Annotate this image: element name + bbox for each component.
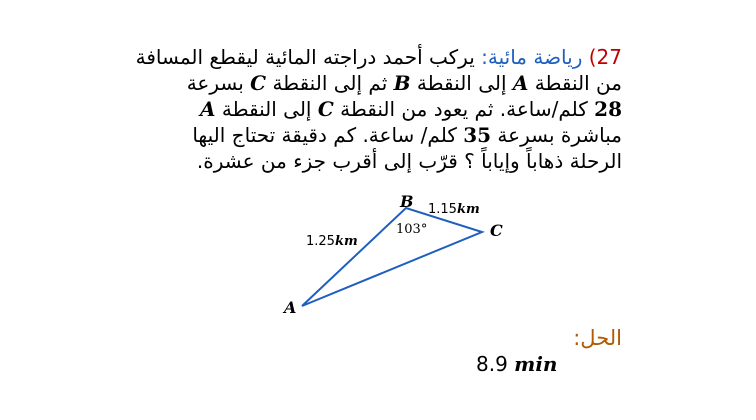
point-b-ref: B <box>393 71 411 95</box>
answer-value: 8.9 <box>476 352 508 376</box>
line2-part-d: بسرعة <box>186 71 244 95</box>
problem-line-1-text: يركب أحمد دراجته المائية ليقطع المسافة <box>135 45 475 69</box>
side-bc-label: 1.15km <box>428 202 480 217</box>
vertex-b-label: B <box>400 192 414 211</box>
answer-unit: min <box>514 352 558 376</box>
line2-part-c: ثم إلى النقطة <box>272 71 388 95</box>
problem-text <box>135 44 622 174</box>
problem-number: 27) <box>588 45 622 69</box>
angle-b-label: 103° <box>396 222 428 237</box>
line3-part-a: كلم/ساعة. ثم يعود من النقطة <box>340 97 588 121</box>
problem-line-3 <box>152 96 622 122</box>
point-a-ref-2: A <box>199 97 216 121</box>
triangle-diagram <box>270 190 510 320</box>
speed-1: 28 <box>594 97 622 121</box>
problem-line-1 <box>135 44 622 70</box>
point-a-ref: A <box>512 71 529 95</box>
line4-part-a: مباشرة بسرعة <box>497 123 622 147</box>
problem-line-5: الرحلة ذهاباً وإياباً ؟ قرّب إلى أقرب جزء من عشرة. <box>196 149 622 173</box>
point-c-ref-2: C <box>317 97 334 121</box>
side-ab-label: 1.25km <box>306 234 358 249</box>
triangle-abc <box>302 208 482 306</box>
speed-2: 35 <box>463 123 492 147</box>
answer <box>476 352 557 376</box>
line2-part-a: من النقطة <box>534 71 622 95</box>
line4-part-b: كلم/ ساعة. كم دقيقة تحتاج اليها <box>192 123 457 147</box>
line3-part-b: إلى النقطة <box>221 97 312 121</box>
solution-label: الحل: <box>573 326 622 350</box>
line2-part-b: إلى النقطة <box>416 71 507 95</box>
point-c-ref: C <box>250 71 267 95</box>
vertex-a-label: A <box>284 298 297 317</box>
vertex-c-label: C <box>490 221 503 240</box>
problem-topic: رياضة مائية: <box>481 45 583 69</box>
problem-line-4 <box>152 122 622 148</box>
problem-line-2 <box>152 70 622 96</box>
